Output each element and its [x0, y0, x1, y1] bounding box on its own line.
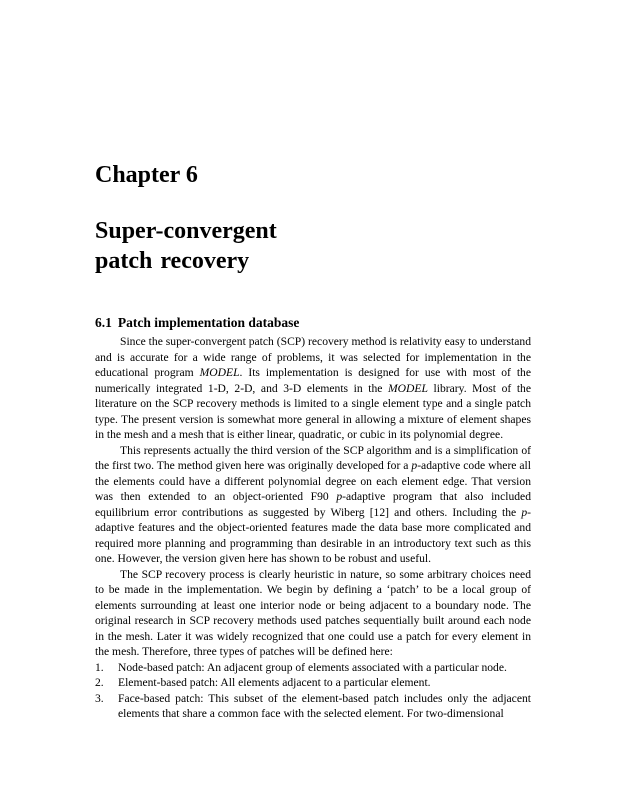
chapter-title-line-2: patch recovery [95, 248, 250, 274]
text-run: . Its implementation is designed for use with most of the numerically integrated 1-D, 2-D, and 3-D elements in the [95, 366, 531, 395]
list-item-number: 3. [95, 691, 104, 705]
section-number: 6.1 [95, 315, 112, 330]
paragraph [95, 443, 531, 567]
program-name-model: MODEL [199, 366, 240, 379]
text-run: library. Most of the literature on the SCP recovery methods is limited to a single element type and a single patch type. The present version is somewhat more general in allowing a mixture of element shapes in the mesh and a mesh that is either linear, quadratic, or cubic in its polynomial degree. [95, 381, 532, 441]
list-item-number: 1. [95, 660, 104, 674]
text-run: -adaptive features and the object-oriented features made the data base more complicated and required more planning and programming than desirable in an introductory text such as this one. However, the version given here has shown to be robust and useful. [95, 505, 531, 565]
list-item [95, 660, 531, 676]
list-item-text: Face-based patch: This subset of the element-based patch includes only the adjacent elements that share a common face with the selected element. For two-dimensional [118, 691, 531, 720]
text-run: -adaptive program that also included equilibrium error contributions as suggested by Wiberg [12] and others. Including the [95, 490, 531, 519]
text-run: -adaptive code where all the elements could have a different polynomial degree on each element edge. That version was then extended to an object-oriented F90 [95, 459, 532, 503]
paragraph: The SCP recovery process is clearly heuristic in nature, so some arbitrary choices need to be made in the implementation. We begin by defining a ‘patch’ to be a local group of elements surrounding at least one interior node or being adjacent to a boundary node. The original research in SCP recovery methods used patches sequentially built around each node in the mesh. Later it was widely recognized that one could use a patch for every element in the mesh. Therefore, three types of patches will be defined here: [95, 567, 531, 658]
list-item [95, 691, 531, 722]
program-name-model: MODEL [388, 381, 428, 395]
list-item-text: Node-based patch: An adjacent group of elements associated with a particular node. [118, 660, 507, 674]
patch-type-list [95, 660, 531, 722]
chapter-number: Chapter 6 [95, 162, 198, 188]
math-p: p [411, 459, 418, 472]
text-run: Since the super-convergent patch (SCP) recovery method is relativity easy to understand and is accurate for a wide range of problems, it was selected for implementation in the educational program [95, 335, 531, 379]
text-run: This represents actually the third version of the SCP algorithm and is a simplification of the first two. The method given here was originally developed for a [95, 443, 531, 472]
math-p: p [521, 505, 528, 519]
list-item [95, 675, 531, 691]
section-heading [95, 314, 299, 331]
paragraph [95, 334, 531, 443]
chapter-title [95, 216, 277, 276]
body-text [95, 334, 531, 722]
section-title: Patch implementation database [117, 315, 300, 330]
list-item-text: Element-based patch: All elements adjacent to a particular element. [118, 676, 431, 689]
chapter-title-line-1: Super-convergent [95, 218, 277, 244]
math-p: p [336, 490, 343, 503]
list-item-number: 2. [95, 676, 104, 689]
